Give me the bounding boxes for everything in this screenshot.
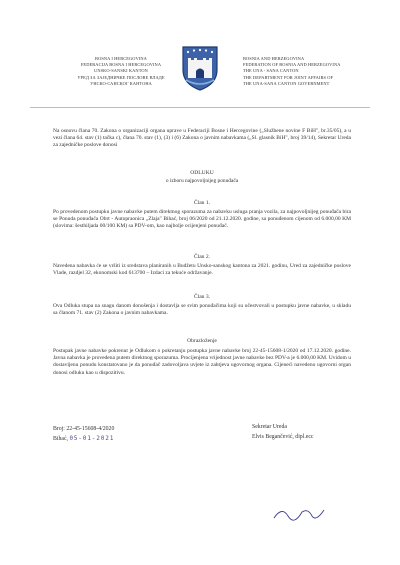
letterhead-left-line: УНСКО-САНСКОГ КАНТОНА — [90, 80, 152, 86]
letterhead — [30, 52, 370, 112]
coat-of-arms-icon — [180, 44, 220, 92]
reference-number: Broj: 22-45-15608-4/2020 — [53, 426, 115, 432]
article-3-text: Ova Odluka stupa na snagu danom donošenja i dostavlja se svim ponuđačima koji su učestvovali u postupku javne nabavke, u skladu sa članom 71. stav (2) Zakona o javnim nabavkama. — [53, 303, 351, 317]
letterhead-left-line: УРЕД ЗА ЗАЈЕДНИЧКЕ ПОСЛОВЕ ВЛАДЕ — [77, 74, 165, 80]
letterhead-right-line: THE UNA - SANA CANTON — [243, 68, 299, 74]
article-2-heading: Član 2. — [193, 254, 211, 260]
letterhead-divider — [30, 107, 370, 108]
rationale — [53, 348, 351, 377]
signatory-name: Elvis Begančević, dipl.ecc — [252, 434, 314, 440]
letterhead-left-line: FEDERACIJA BOSNA I HERCEGOVINA — [80, 62, 162, 68]
signatory-title: Sekretar Ureda — [252, 424, 287, 430]
preamble-text: Na osnovu člana 70. Zakona o organizaciji organa uprave u Federaciji Bosne i Hercegovine („Službene novine F BiH", br.35/05), a u vezi člana 64. stav (1) tačka c), člana 70. stav (1), (3) i (6) Zakona o javnim nabavkama („Sl. glasnik BiH", broj 39/14), Sekretar Ureda za zajedničke poslove donosi — [53, 128, 351, 149]
letterhead-right-line: THE UNA-SANA CANTON GOVERNMENT — [243, 80, 330, 86]
article-1-text: Po provedenom postupku javne nabavke putem direktnog sporazuma za nabavku usluga pranja vozila, za najpovoljnijeg ponuđača bira se Ponuda ponuđača Obrt - Autopraonica „Zlaja" Bihać, broj 06/2020 od 21.12.2020. godine, sa ponuđenom cijenom od 6.000,00 KM (slovima: šesthiljada 00/100 KM) sa PDV-om, kao najbolje ocijenjeni ponuđač. — [53, 209, 351, 230]
article-2 — [53, 263, 351, 277]
letterhead-right-line: BOSNIA AND HERZEGOVINA — [243, 56, 305, 61]
letterhead-left-line: BOSNA I HERCEGOVINA — [95, 56, 147, 61]
article-1-heading: Član 1. — [193, 200, 211, 206]
place-label: Bihać, — [53, 436, 68, 442]
letterhead-left — [46, 56, 196, 87]
article-3-heading: Član 3. — [193, 294, 211, 300]
letterhead-left-line: UNSKO-SANSKI KANTON — [94, 68, 148, 74]
article-2-text: Navedena nabavka će se vršiti iz sredstava planiranih u Budžetu Unsko-sanskog kantona za 2021. godinu, Ured za zajedničke poslove Vlade, razdjel 32, ekonomski kod 613700 – Izdaci za tekuće održavanje. — [53, 263, 351, 277]
rationale-text: Postupak javne nabavke pokrenut je Odlukom o pokretanju postupka javne nabavke broj 22-45-15608-1/2020 od 17.12.2020. godine. Javna nabavka je provedena putem direktnog sporazuma. Procijenjena vrijednost javne nabavke bez PDV-a je 6.000,00 KM. Uvidom u dostavljenu ponudu konstatovano je da ponuđač zadovoljava uvjete iz zahtjeva ugovornog organa. Cijeneći navedeno ugovorni organ donosi odluku kao u dispozitivu. — [53, 348, 351, 376]
article-3 — [53, 303, 351, 317]
document-subtitle: o izboru najpovoljnijeg ponuđača — [165, 178, 239, 184]
letterhead-right — [243, 56, 393, 87]
date-stamp: 05-01-2021 — [69, 436, 115, 442]
letterhead-right-line: THE DEPARTMENT FOR JOINT AFFAIRS OF — [243, 74, 334, 80]
handwritten-signature — [272, 502, 327, 524]
letterhead-right-line: FEDERATION OF BOSNIA AND HERZEGOVINA — [243, 62, 341, 68]
rationale-heading: Obrazloženje — [187, 338, 217, 344]
preamble — [53, 128, 351, 150]
date-line — [53, 436, 114, 444]
article-1 — [53, 209, 351, 231]
document-title: ODLUKU — [190, 170, 214, 176]
